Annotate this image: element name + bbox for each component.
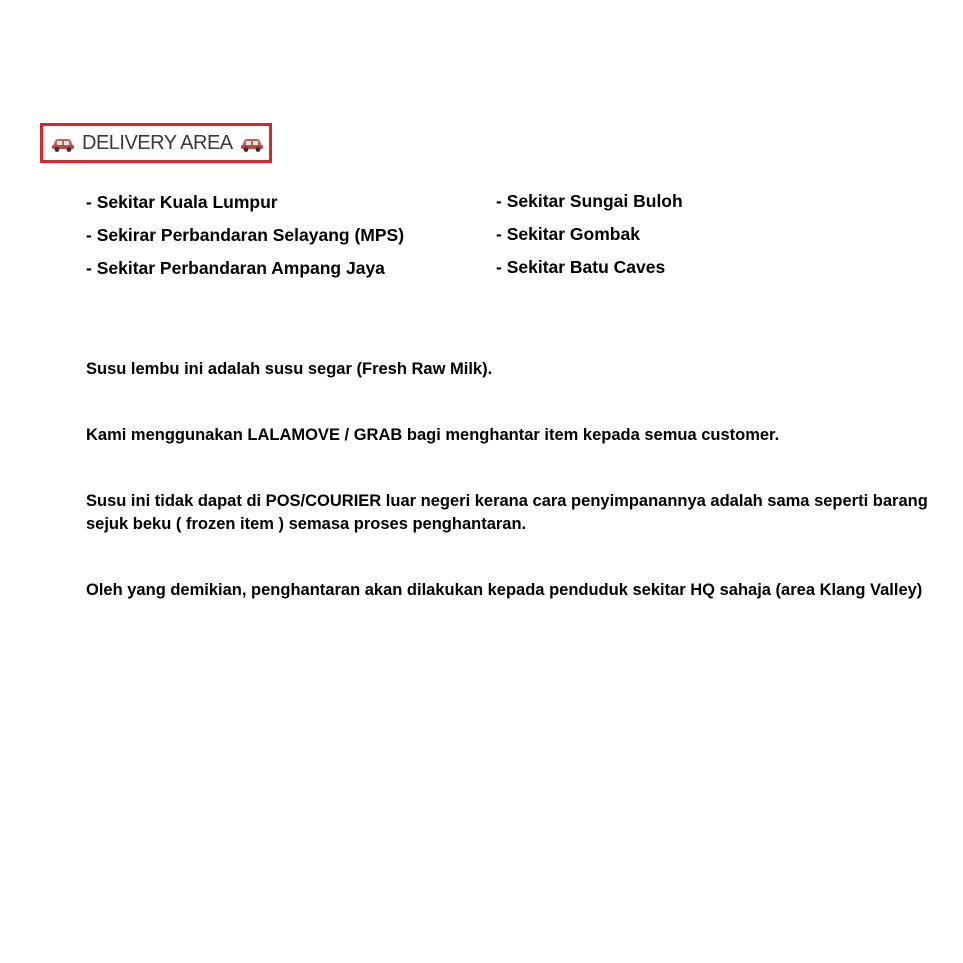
- area-item: - Sekitar Perbandaran Ampang Jaya: [86, 258, 385, 278]
- area-item: - Sekitar Batu Caves: [496, 257, 666, 277]
- car-icon: [239, 133, 265, 153]
- car-icon: [50, 133, 76, 153]
- delivery-area-header: [40, 123, 272, 163]
- paragraph-fresh-milk: Susu lembu ini adalah susu segar (Fresh Raw Milk).: [86, 360, 493, 378]
- paragraph-delivery-method: Kami menggunakan LALAMOVE / GRAB bagi menghantar item kepada semua customer.: [86, 426, 780, 444]
- area-item: - Sekitar Sungai Buloh: [496, 191, 683, 211]
- paragraph-no-courier: Susu ini tidak dapat di POS/COURIER luar negeri kerana cara penyimpanannya adalah sama seperti barang sejuk beku ( frozen item ) semasa proses penghantaran.: [86, 492, 928, 533]
- area-item: - Sekitar Kuala Lumpur: [86, 192, 278, 212]
- area-item: - Sekirar Perbandaran Selayang (MPS): [86, 225, 405, 245]
- paragraph-delivery-scope: Oleh yang demikian, penghantaran akan dilakukan kepada penduduk sekitar HQ sahaja (area Klang Valley): [86, 581, 923, 599]
- area-list-left: [86, 186, 404, 285]
- area-list-right: [496, 185, 683, 284]
- area-item: - Sekitar Gombak: [496, 224, 640, 244]
- header-title: DELIVERY AREA: [82, 131, 233, 154]
